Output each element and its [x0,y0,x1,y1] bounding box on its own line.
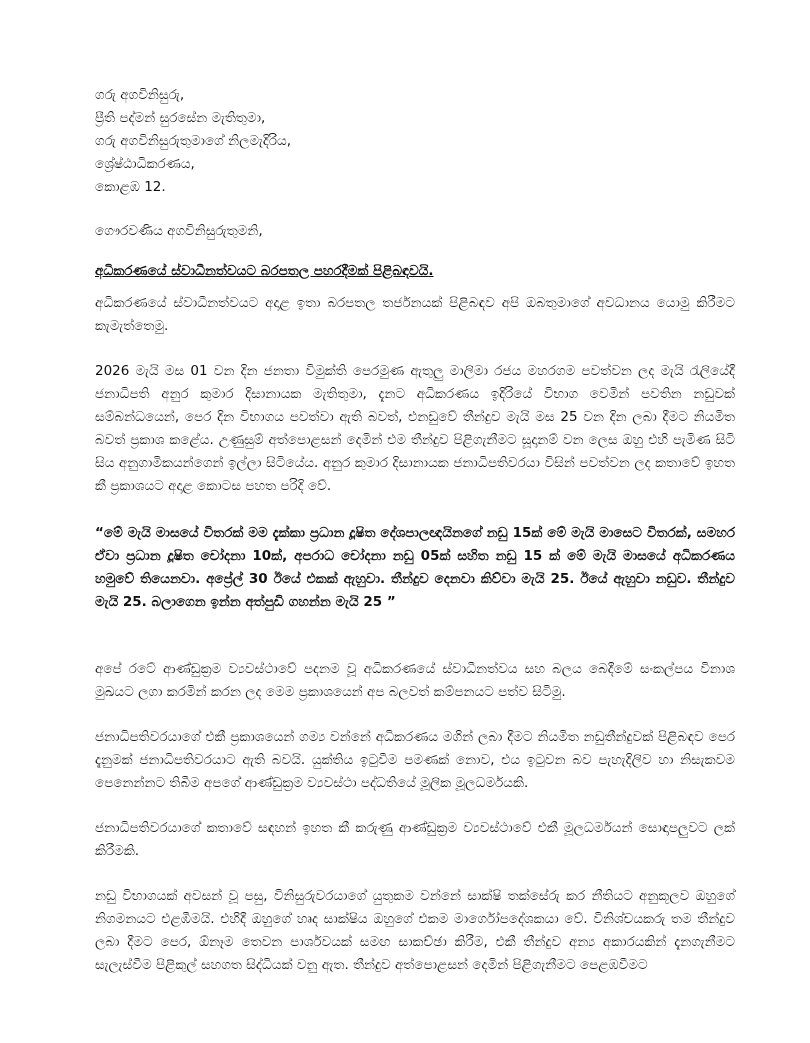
paragraph-meaning: ජනාධිපතිවරයාගේ එකී ප්‍රකාශයෙන් ගම්‍ය වන්නේ අධිකරණය මගින් ලබා දීමට නියමිත නඩුතීන්දුවක් පිළිබඳව පෙර දැනුමක් ජනාධිපතිවරයාට ඇති බවයි. යුක්තිය ඉටුවීම පමණක් නොව, එය ඉටුවන බව පැහැදිලිව හා නිසැකවම පෙනෙන්නට තිබීම අපගේ ආණ්ඩුක්‍රම ව්‍යවස්ථා පද්ධතියේ මූලික මූලධර්මයකි. [95,729,735,791]
letter-body [95,84,735,977]
paragraph-shock: අපේ රටේ ආණ්ඩුක්‍රම ව්‍යවස්ථාවේ පදනම වූ අධිකරණයේ ස්වාධීනත්වය සහ බලය බෙදීමේ සංකල්පය විනාශ මුඛයට ලගා කරමින් කරන ලද මෙම ප්‍රකාශයෙන් අප බලවත් කම්පනයට පත්ව සිටිමු. [95,661,735,700]
paragraph-intro: අධිකරණයේ ස්වාධීනත්වයට අදාළ ඉතා බරපතල තර්ජනයක් පිළිබඳව අපි ඔබතුමාගේ අවධානය යොමු කිරීමට කැමැත්තෙමු. [95,295,735,334]
speech-quote: “මේ මැයි මාසයේ විතරක් මම දැක්කා ප්‍රධාන දූෂිත දේශපාලඥයිනගේ නඩු 15ක් මේ මැයි මාසෙට විතරක්, සමහර ඒවා ප්‍රධාන දූෂිත චෝදනා 10ක්, අපරාධ චෝදනා නඩු 05ක් සහිත නඩු 15 ක් මේ මැයි මාසයේ අධිකරණය හමුවේ තියෙනවා. අප්‍රේල් 30 ඊයේ එකක් ඇහුවා. තීන්දුව දෙනවා කිව්වා මැයි 25. ඊයේ ඇහුවා නඩුව. තීන්දුව මැයි 25. බලාගෙන ඉන්න අත්පුඩි ගහන්න මැයි 25 ” [95,525,735,610]
paragraph-undermine: ජනාධිපතිවරයාගේ කතාවේ සඳහන් ඉහත කී කරුණු ආණ්ඩුක්‍රම ව්‍යවස්ථාවේ එකී මූලධර්මයන් සොඳාපලුවට ලක් කිරීමකි. [95,820,735,859]
paragraph-judge: නඩු විභාගයක් අවසන් වූ පසු, විනිසුරුවරයාගේ යුතුකම වන්නේ සාක්ෂි තක්සේරු කර නීතියට අනුකූලව ඔහුගේ නිගමනයට එළඹීමයි. එහිදී ඔහුගේ හෘද සාක්ෂිය ඔහුගේ එකම මාර්ගෝපදේශකයා වේ. විනිශ්චයකරු තම තීන්දුව ලබා දීමට පෙර, ඕනෑම තෙවන පාර්ශවයක් සමඟ සාකච්ඡා කිරීම, එකී තීන්දුව අන්‍ය අකාරයකින් දැනගැනීමට සැලැස්වීම පිළිකුල් සහගත සිද්ධියක් වනු ඇත. තීන්දුව අත්පොළසන් දෙමින් පිළිගැනීමට පෙළඹවීමට [95,888,735,973]
address-line-title: ගරු අගවිනිසුරු, [95,87,185,103]
subject-heading: අධිකරණයේ ස්වාධීනත්වයට බරපතල පහරදීමක් පිළිබඳවයි. [95,263,434,279]
paragraph-event: 2026 මැයි මස 01 වන දින ජනතා විමුක්ති පෙරමුණ ඇතුලු මාලිමා රජය මහරගම පවත්වන ලද මැයි රැලියේදී ජනාධිපති අනුර කුමාර දිසානායක මැතිතුමා, දැනට අධිකරණය ඉදිරියේ විභාග වෙමින් පවතින නඩුවක් සම්බන්ධයෙන්, පෙර දින විභාගය පවත්වා ඇති බවත්, එනඩුවේ තීන්දුව මැයි මස 25 වන දින ලබා දීමට නියමිත බවත් ප්‍රකාශ කළේය. උණුසුම් අත්පොළසන් දෙමින් එම තීන්දුව පිළිගැනීමට සූදානම් වන ලෙස ඔහු එහි පැමිණ සිටි සිය අනුගාමිකයන්ගෙන් ඉල්ලා සිටියේය. අනුර කුමාර දිසානායක ජනාධිපතිවරයා විසින් පවත්වන ලද කතාවේ ඉහත කී ප්‍රකාශයට අදාළ කොටස පහත පරිදි වේ. [95,363,735,494]
recipient-address [95,84,735,199]
address-line-city: කොළඹ 12. [95,179,166,195]
address-line-name: ප්‍රීති පද්මන් සුරසේන මැතිතුමා, [95,110,266,126]
address-line-court: ශ්‍රේෂ්ඨාධිකරණය, [95,156,195,172]
salutation: ගෞරවණිය අගවිනිසුරුතුමනි, [95,223,263,239]
address-line-chambers: ගරු අගවිනිසුරුතුමාගේ නිලමැදිරිය, [95,133,291,149]
